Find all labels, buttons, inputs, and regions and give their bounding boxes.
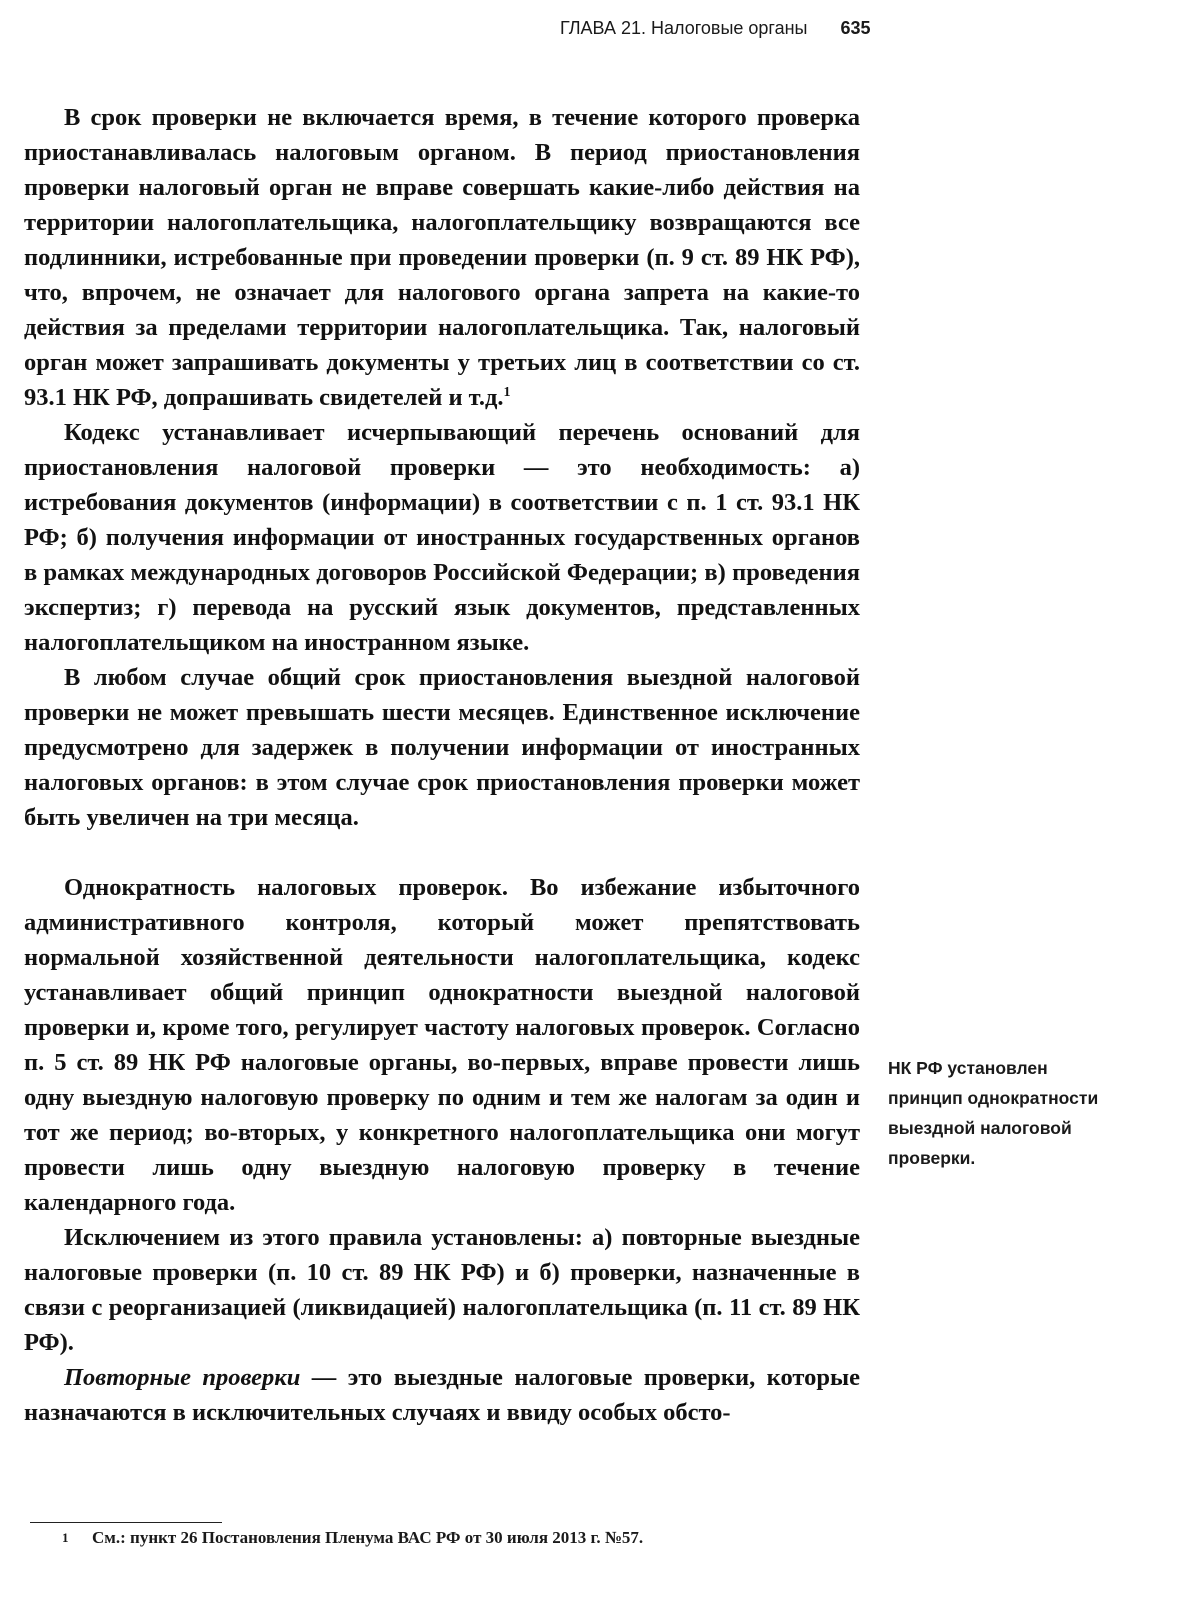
paragraph-repeat-audits bbox=[24, 1360, 860, 1430]
main-text bbox=[24, 100, 860, 1430]
paragraph-text: — это выездные налоговые проверки, которые назначаются в исключительных случаях и ввиду особых обсто- bbox=[24, 1364, 860, 1426]
paragraph-suspension-time bbox=[24, 100, 860, 415]
chapter-title: ГЛАВА 21. Налоговые органы bbox=[560, 18, 808, 38]
footnote bbox=[62, 1527, 822, 1549]
footnote-divider bbox=[30, 1522, 222, 1523]
page-number: 635 bbox=[840, 18, 871, 38]
paragraph-text: В любом случае общий срок приостановления выездной налоговой проверки не может превышать шести месяцев. Единственное исключение предусмотрено для задержек в получении информации от иностранных налоговых органов: в этом случае срок приостановления проверки может быть увеличен на три месяца. bbox=[24, 664, 860, 831]
margin-note: НК РФ установлен принцип однократности выездной налоговой проверки. bbox=[888, 1058, 1099, 1168]
runin-heading: Однократность налоговых проверок. bbox=[64, 874, 508, 901]
paragraph-text: Во избежание избыточного административного контроля, который может препятствовать нормальной хозяйственной деятельности налогоплательщика, кодекс устанавливает общий принцип однократности выездной налоговой проверки и, кроме того, регулирует частоту налоговых проверок. Согласно п. 5 ст. 89 НК РФ налоговые органы, во-первых, вправе провести лишь одну выездную налоговую проверку по одним и тем же налогам за один и тот же период; во-вторых, у конкретного налогоплательщика они могут провести лишь одну выездную налоговую проверку в течение календарного года. bbox=[24, 874, 860, 1216]
paragraph-suspension-grounds bbox=[24, 415, 860, 660]
footnote-reference: 1 bbox=[503, 384, 511, 400]
running-head bbox=[560, 18, 940, 39]
paragraph-single-audit bbox=[24, 870, 860, 1220]
defined-term: Повторные проверки bbox=[64, 1364, 301, 1391]
footnote-text: См.: пункт 26 Постановления Пленума ВАС РФ от 30 июля 2013 г. №57. bbox=[92, 1528, 644, 1547]
footnote-marker: 1 bbox=[62, 1530, 69, 1545]
paragraph-suspension-limit bbox=[24, 660, 860, 835]
paragraph-exceptions bbox=[24, 1220, 860, 1360]
paragraph-text: Кодекс устанавливает исчерпывающий перечень оснований для приостановления налоговой проверки — это необходимость: а) истребования документов (информации) в соответствии с п. 1 ст. 93.1 НК РФ; б) получения информации от иностранных государственных органов в рамках международных договоров Российской Федерации; в) проведения экспертиз; г) перевода на русский язык документов, представленных налогоплательщиком на иностранном языке. bbox=[24, 419, 860, 656]
paragraph-text: В срок проверки не включается время, в течение которого проверка приостанавливалась налоговым органом. В период приостановления проверки налоговый орган не вправе совершать какие-либо действия на территории налогоплательщика, налогоплательщику возвращаются все подлинники, истребованные при проведении проверки (п. 9 ст. 89 НК РФ), что, впрочем, не означает для налогового органа запрета на какие-то действия за пределами территории налогоплательщика. Так, налоговый орган может запрашивать документы у третьих лиц в соответствии со ст. 93.1 НК РФ, допрашивать свидетелей и т.д. bbox=[24, 104, 860, 411]
paragraph-text: Исключением из этого правила установлены: а) повторные выездные налоговые проверки (п. 10 ст. 89 НК РФ) и б) проверки, назначенные в связи с реорганизацией (ликвидацией) налогоплательщика (п. 11 ст. 89 НК РФ). bbox=[24, 1224, 860, 1356]
section-spacer bbox=[24, 835, 860, 870]
